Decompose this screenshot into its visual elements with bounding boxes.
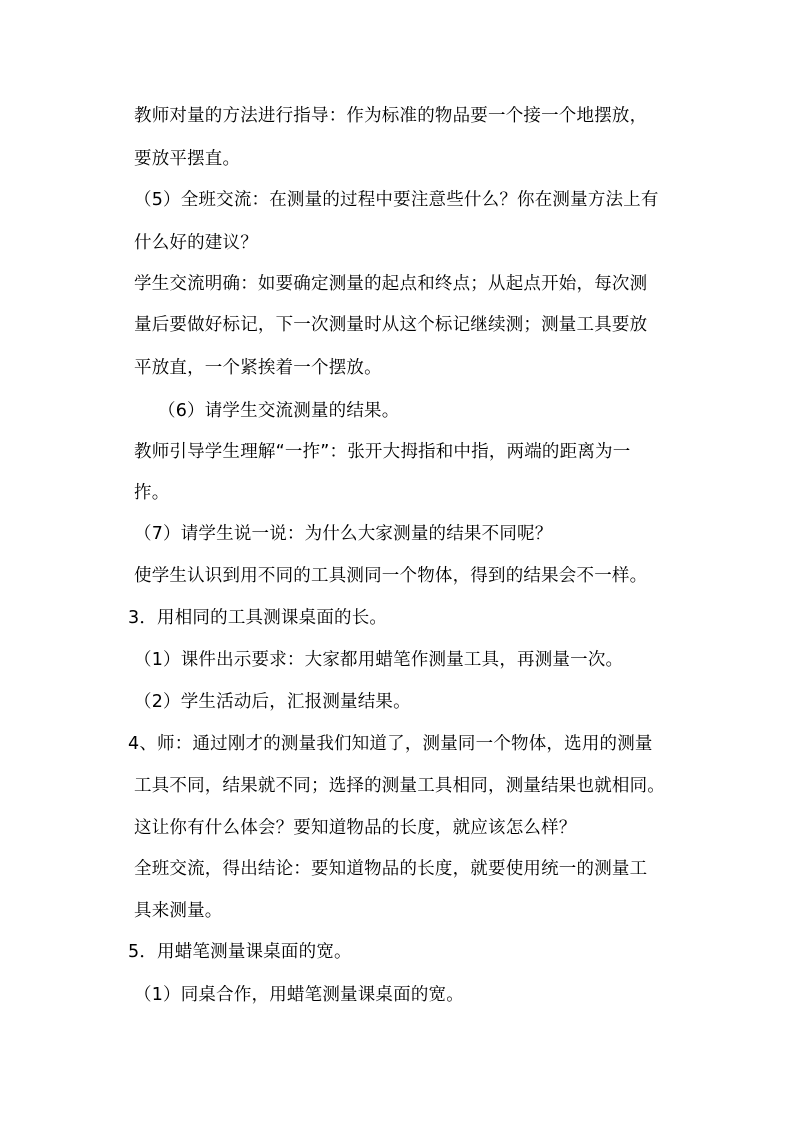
paragraph-line: 量后要做好标记，下一次测量时从这个标记继续测；测量工具要放 [134,315,648,335]
paragraph-line: （2）学生活动后，汇报测量结果。 [134,692,411,712]
paragraph-line: 全班交流，得出结论：要知道物品的长度，就要使用统一的测量工 [134,859,648,879]
paragraph-line: （1）同桌合作，用蜡笔测量课桌面的宽。 [134,985,464,1005]
paragraph-line: 教师对量的方法进行指导：作为标准的物品要一个接一个地摆放， [134,106,648,126]
paragraph-line: 什么好的建议？ [134,233,258,253]
paragraph-line: 这让你有什么体会？要知道物品的长度，就应该怎么样？ [134,818,577,838]
paragraph-line: 具来测量。 [134,901,223,921]
paragraph-line: 3．用相同的工具测课桌面的长。 [128,608,388,628]
paragraph-line: 学生交流明确：如要确定测量的起点和终点；从起点开始，每次测 [134,274,648,294]
paragraph-line: （6）请学生交流测量的结果。 [158,401,400,421]
paragraph-line: 5．用蜡笔测量课桌面的宽。 [128,942,352,962]
paragraph-line: （5）全班交流：在测量的过程中要注意些什么？你在测量方法上有 [134,190,659,210]
paragraph-line: 拃。 [134,483,170,503]
paragraph-line: 使学生认识到用不同的工具测同一个物体，得到的结果会不一样。 [134,566,648,586]
paragraph-line: （1）课件出示要求：大家都用蜡笔作测量工具，再测量一次。 [134,650,624,670]
paragraph-line: 工具不同，结果就不同；选择的测量工具相同，测量结果也就相同。 [134,776,665,796]
paragraph-line: 4、师：通过刚才的测量我们知道了，测量同一个物体，选用的测量 [128,734,653,754]
paragraph-line: 要放平摆直。 [134,149,241,169]
paragraph-line: （7）请学生说一说：为什么大家测量的结果不同呢？ [134,524,553,544]
paragraph-line: 平放直，一个紧挨着一个摆放。 [134,358,382,378]
paragraph-line: 教师引导学生理解“一拃”：张开大拇指和中指，两端的距离为一 [134,442,631,462]
